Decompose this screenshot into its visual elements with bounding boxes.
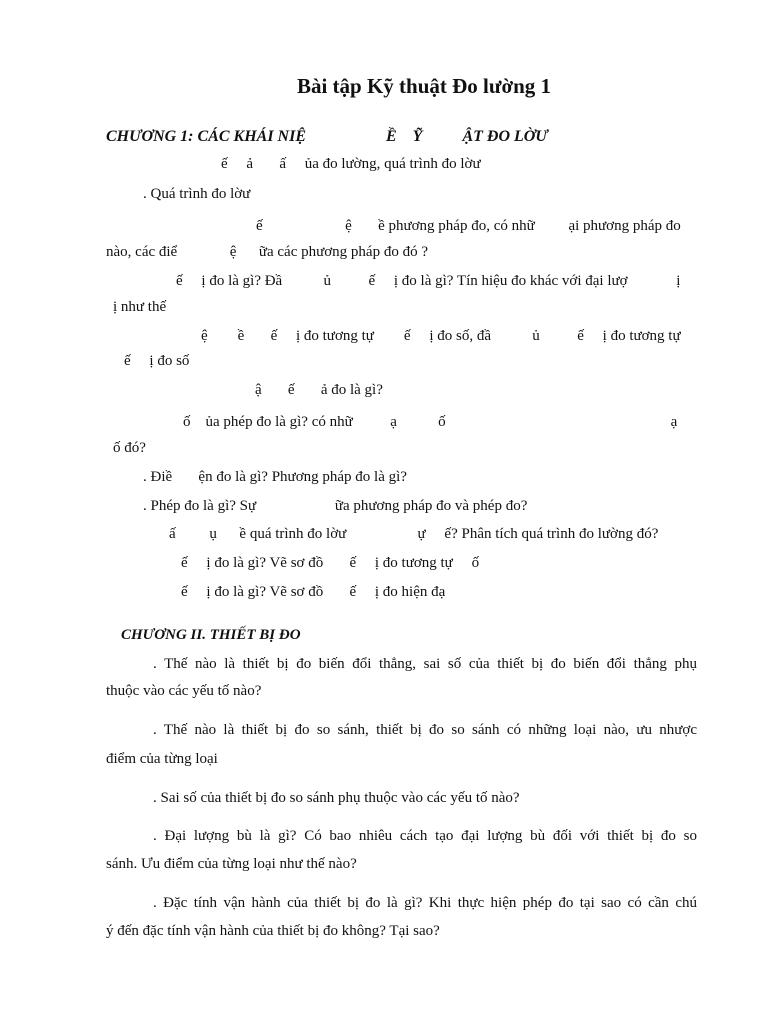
chapter-1-line: . Phép đo là gì? Sự ữa phương pháp đo và phép đo?: [143, 498, 528, 514]
chapter-1-line: ố đó?: [113, 440, 146, 456]
chapter-2-item-line: . Đại lượng bù là gì? Có bao nhiêu cách tạo đại lượng bù đối với thiết bị đo so: [153, 828, 697, 844]
chapter-1-line: ế ị đo là gì? Vẽ sơ đồ ế ị đo tương tự ố: [181, 555, 480, 571]
chapter-2-item-line: . Thế nào là thiết bị đo so sánh, thiết bị đo so sánh có những loại nào, ưu nhược: [153, 722, 697, 738]
chapter-1-heading: CHƯƠNG 1: CÁC KHÁI NIỆ Ề Ỹ ẬT ĐO LỜƯ: [106, 128, 548, 145]
chapter-1-line: ế ị đo là gì? Vẽ sơ đồ ế ị đo hiện đạ: [181, 584, 446, 600]
chapter-1-line: . Điề ện đo là gì? Phương pháp đo là gì?: [143, 469, 407, 485]
chapter-1-line: ị như thế: [113, 299, 167, 315]
chapter-2-item-line: thuộc vào các yếu tố nào?: [106, 683, 262, 699]
chapter-1-line: ệ ề ế ị đo tương tự ế ị đo số, đầ ủ ế ị đo tương tự: [201, 328, 681, 344]
chapter-2-item-line: sánh. Ưu điểm của từng loại như thế nào?: [106, 856, 357, 872]
chapter-1-line: ố ủa phép đo là gì? có nhữ ạ ố ạ: [183, 414, 678, 430]
chapter-1-line: . Quá trình đo lờư: [143, 186, 251, 202]
chapter-2-item-line: . Thế nào là thiết bị đo biến đổi thẳng, sai số của thiết bị đo biến đổi thẳng phụ: [153, 656, 697, 672]
chapter-2-item-line: . Sai số của thiết bị đo so sánh phụ thuộc vào các yếu tố nào?: [153, 790, 520, 806]
chapter-1-line: ế ả ấ ủa đo lường, quá trình đo lờư: [221, 156, 481, 172]
chapter-1-line: nào, các điể ệ ữa các phương pháp đo đó ?: [106, 244, 429, 260]
chapter-1-line: ế ị đo số: [124, 353, 190, 369]
chapter-2-item-line: ý đến đặc tính vận hành của thiết bị đo không? Tại sao?: [106, 923, 440, 939]
chapter-2-heading: CHƯƠNG II. THIẾT BỊ ĐO: [121, 627, 301, 643]
chapter-1-line: ấ ụ ề quá trình đo lờư ự ế? Phân tích quá trình đo lường đó?: [169, 526, 659, 542]
chapter-2-item-line: điểm của từng loại: [106, 751, 218, 767]
chapter-1-line: ậ ế ả đo là gì?: [255, 382, 383, 398]
chapter-2-item-line: . Đặc tính vận hành của thiết bị đo là gì? Khi thực hiện phép đo tại sao có cần chú: [153, 895, 697, 911]
chapter-1-line: ế ệ ề phương pháp đo, có nhữ ại phương pháp đo: [256, 218, 681, 234]
chapter-1-line: ế ị đo là gì? Đầ ủ ế ị đo là gì? Tín hiệu đo khác với đại lượ ị: [176, 273, 681, 289]
document-title: Bài tập Kỹ thuật Đo lường 1: [296, 74, 552, 98]
